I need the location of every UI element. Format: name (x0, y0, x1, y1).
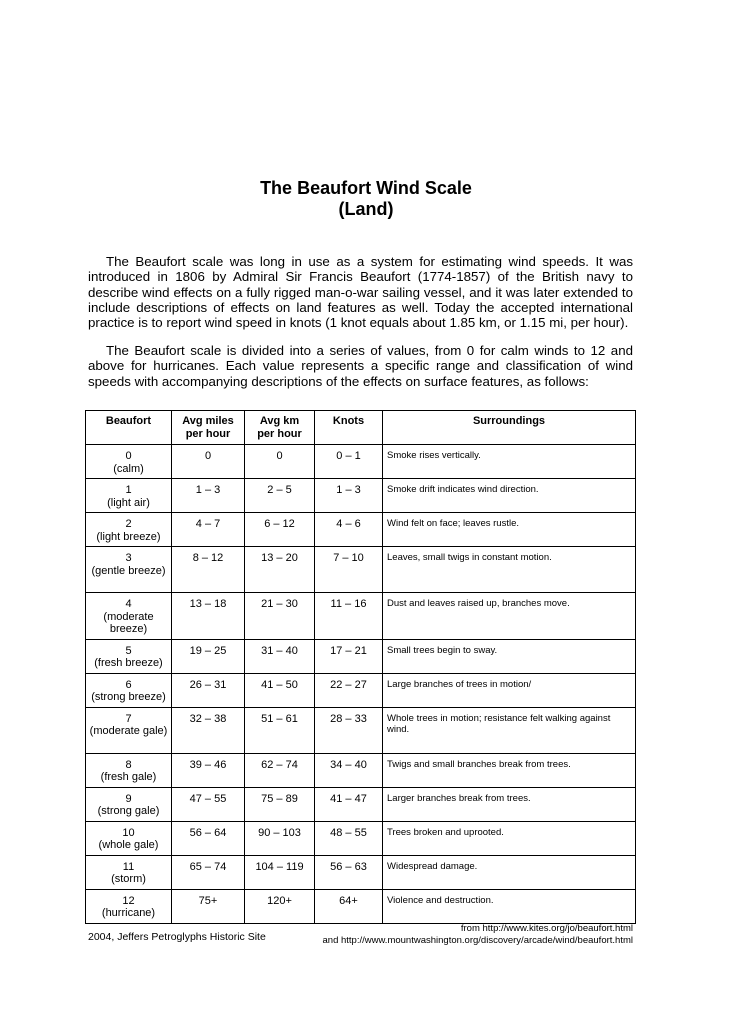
knots-cell: 4 – 6 (315, 513, 383, 547)
beaufort-name: (strong gale) (97, 805, 160, 817)
surroundings-cell: Smoke rises vertically. (383, 445, 636, 479)
knots-cell: 22 – 27 (315, 673, 383, 707)
kmh-cell: 104 – 119 (245, 855, 315, 889)
title-main: The Beaufort Wind Scale (260, 178, 472, 198)
mph-cell: 75+ (172, 889, 245, 923)
mph-cell: 65 – 74 (172, 855, 245, 889)
surroundings-cell: Wind felt on face; leaves rustle. (383, 513, 636, 547)
beaufort-number: 8 (125, 758, 132, 771)
beaufort-number: 10 (122, 826, 135, 839)
beaufort-name: (fresh gale) (100, 771, 157, 783)
beaufort-name: (whole gale) (98, 839, 159, 851)
beaufort-name: (fresh breeze) (94, 657, 163, 669)
beaufort-cell (86, 673, 172, 707)
header-surroundings: Surroundings (383, 411, 636, 445)
beaufort-cell (86, 547, 172, 593)
beaufort-number: 2 (125, 518, 132, 530)
table-row (86, 855, 636, 889)
knots-cell: 17 – 21 (315, 639, 383, 673)
knots-cell: 41 – 47 (315, 787, 383, 821)
beaufort-number: 7 (125, 712, 132, 725)
table-row (86, 547, 636, 593)
mph-cell: 8 – 12 (172, 547, 245, 593)
beaufort-cell (86, 593, 172, 640)
header-beaufort: Beaufort (86, 411, 172, 445)
header-knots: Knots (315, 411, 383, 445)
beaufort-cell (86, 479, 172, 513)
mph-cell: 19 – 25 (172, 639, 245, 673)
mph-cell: 0 (172, 445, 245, 479)
mph-cell: 56 – 64 (172, 821, 245, 855)
mph-cell: 26 – 31 (172, 673, 245, 707)
mph-cell: 32 – 38 (172, 707, 245, 753)
mph-cell: 1 – 3 (172, 479, 245, 513)
kmh-cell: 41 – 50 (245, 673, 315, 707)
beaufort-number: 11 (122, 860, 135, 873)
surroundings-cell: Small trees begin to sway. (383, 639, 636, 673)
kmh-cell: 31 – 40 (245, 639, 315, 673)
beaufort-cell (86, 855, 172, 889)
beaufort-name: (hurricane) (101, 907, 156, 919)
intro-paragraph-1-text: The Beaufort scale was long in use as a system for estimating wind speeds. It was introduced in 1806 by Admiral Sir Francis Beaufort (1774-1857) of the British navy to describe wind effects on a fully rigged man-o-war sailing vessel, and it was later extended to include descriptions of effects on land features as well. Today the accepted international practice is to report wind speed in knots (1 knot equals about 1.85 km, or 1.15 mi, per hour). (88, 254, 633, 331)
knots-cell: 56 – 63 (315, 855, 383, 889)
footer-credit: 2004, Jeffers Petroglyphs Historic Site (88, 931, 266, 943)
surroundings-cell: Violence and destruction. (383, 889, 636, 923)
surroundings-cell: Dust and leaves raised up, branches move. (383, 593, 636, 640)
beaufort-number: 4 (125, 598, 132, 610)
kmh-cell: 51 – 61 (245, 707, 315, 753)
beaufort-cell (86, 821, 172, 855)
beaufort-number: 5 (125, 644, 132, 657)
beaufort-number: 3 (125, 552, 132, 564)
surroundings-cell: Trees broken and uprooted. (383, 821, 636, 855)
kmh-cell: 13 – 20 (245, 547, 315, 593)
knots-cell: 48 – 55 (315, 821, 383, 855)
beaufort-cell (86, 639, 172, 673)
table-row (86, 707, 636, 753)
beaufort-number: 12 (122, 894, 135, 907)
surroundings-cell: Large branches of trees in motion/ (383, 673, 636, 707)
beaufort-name: (gentle breeze) (91, 564, 166, 577)
knots-cell: 28 – 33 (315, 707, 383, 753)
beaufort-name: (light breeze) (96, 530, 161, 543)
footer-sources (323, 923, 634, 947)
kmh-cell: 120+ (245, 889, 315, 923)
title-sub: (Land) (338, 199, 394, 219)
beaufort-name: (moderate breeze) (103, 610, 154, 635)
kmh-cell: 62 – 74 (245, 753, 315, 787)
intro-paragraph-2-text: The Beaufort scale is divided into a series of values, from 0 for calm winds to 12 and above for hurricanes. Each value represents a specific range and classification of wind speeds with accompanying descriptions of the effects on surface features, as follows: (88, 343, 633, 389)
knots-cell: 34 – 40 (315, 753, 383, 787)
knots-cell: 1 – 3 (315, 479, 383, 513)
beaufort-number: 9 (125, 792, 132, 805)
beaufort-name: (light air) (107, 496, 150, 509)
beaufort-number: 1 (125, 484, 132, 496)
beaufort-cell (86, 889, 172, 923)
beaufort-cell (86, 753, 172, 787)
surroundings-cell: Whole trees in motion; resistance felt walking against wind. (383, 707, 636, 753)
mph-cell: 47 – 55 (172, 787, 245, 821)
beaufort-name: (moderate gale) (89, 725, 168, 737)
mph-cell: 13 – 18 (172, 593, 245, 640)
beaufort-name: (calm) (113, 462, 144, 475)
kmh-cell: 75 – 89 (245, 787, 315, 821)
header-mph: Avg miles per hour (172, 411, 245, 445)
table-row (86, 753, 636, 787)
kmh-cell: 0 (245, 445, 315, 479)
kmh-cell: 6 – 12 (245, 513, 315, 547)
table-row (86, 787, 636, 821)
kmh-cell: 2 – 5 (245, 479, 315, 513)
table-row (86, 639, 636, 673)
knots-cell: 0 – 1 (315, 445, 383, 479)
surroundings-cell: Twigs and small branches break from trees. (383, 753, 636, 787)
beaufort-cell (86, 707, 172, 753)
beaufort-name: (storm) (111, 873, 146, 885)
intro-paragraph-1 (88, 254, 633, 330)
kmh-cell: 90 – 103 (245, 821, 315, 855)
beaufort-cell (86, 445, 172, 479)
surroundings-cell: Leaves, small twigs in constant motion. (383, 547, 636, 593)
table-row (86, 821, 636, 855)
mph-cell: 4 – 7 (172, 513, 245, 547)
knots-cell: 7 – 10 (315, 547, 383, 593)
beaufort-cell (86, 513, 172, 547)
table-header-row (86, 411, 636, 445)
table-row (86, 513, 636, 547)
beaufort-cell (86, 787, 172, 821)
mph-cell: 39 – 46 (172, 753, 245, 787)
table-body (86, 445, 636, 924)
surroundings-cell: Smoke drift indicates wind direction. (383, 479, 636, 513)
footer-source-2: and http://www.mountwashington.org/discovery/arcade/wind/beaufort.html (322, 935, 633, 946)
beaufort-name: (strong breeze) (91, 691, 166, 703)
header-kmh: Avg km per hour (245, 411, 315, 445)
beaufort-number: 0 (125, 450, 132, 462)
surroundings-cell: Widespread damage. (383, 855, 636, 889)
table-row (86, 889, 636, 923)
table-row (86, 479, 636, 513)
knots-cell: 11 – 16 (315, 593, 383, 640)
footer-source-1: from http://www.kites.org/jo/beaufort.html (460, 923, 633, 934)
table-row (86, 673, 636, 707)
table-row (86, 593, 636, 640)
beaufort-table (85, 410, 636, 924)
knots-cell: 64+ (315, 889, 383, 923)
surroundings-cell: Larger branches break from trees. (383, 787, 636, 821)
kmh-cell: 21 – 30 (245, 593, 315, 640)
beaufort-number: 6 (125, 678, 132, 691)
page-title (0, 178, 732, 220)
intro-paragraph-2 (88, 343, 633, 389)
table-row (86, 445, 636, 479)
